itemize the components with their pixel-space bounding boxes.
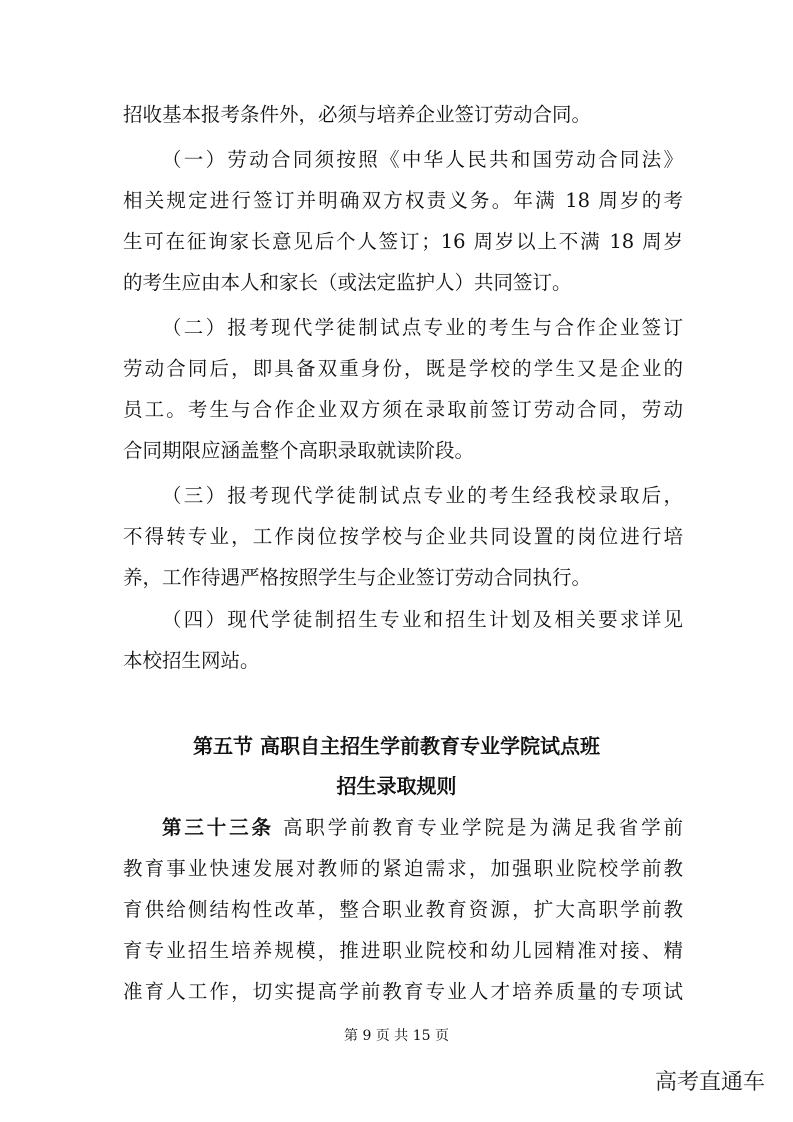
text-line: （二）报考现代学徒制试点专业的考生与合作企业签订 (162, 316, 683, 339)
section-heading-subtitle: 招生录取规则 (336, 774, 457, 798)
text-line: 本校招生网站。 (123, 649, 260, 672)
watermark-text: 高考直通车 (654, 1070, 765, 1095)
text-line: （四）现代学徒制招生专业和招生计划及相关要求详见 (162, 608, 683, 631)
text-line: 相关规定进行签订并明确双方权责义务。年满 18 周岁的考 (123, 189, 683, 212)
text-line: 的考生应由本人和家长（或法定监护人）共同签订。 (123, 271, 572, 294)
page-footer: 第 9 页 共 15 页 (344, 1028, 449, 1044)
text-line: 育供给侧结构性改革，整合职业教育资源，扩大高职学前教 (123, 898, 683, 921)
text-line: （一）劳动合同须按照《中华人民共和国劳动合同法》 (162, 148, 683, 171)
text-line: 准育人工作，切实提高学前教育专业人才培养质量的专项试 (123, 980, 683, 1003)
article-text: 高职学前教育专业学院是为满足我省学前 (273, 816, 683, 839)
article-number: 第三十三条 (162, 816, 274, 839)
text-line: 不得转专业，工作岗位按学校与企业共同设置的岗位进行培 (123, 525, 683, 548)
text-line: 育专业招生培养规模，推进职业院校和幼儿园精准对接、精 (123, 939, 683, 962)
text-line: 生可在征询家长意见后个人签订；16 周岁以上不满 18 周岁 (123, 230, 683, 253)
article-first-line (162, 813, 683, 843)
text-line: 养，工作待遇严格按照学生与企业签订劳动合同执行。 (123, 566, 592, 589)
text-line: 员工。考生与合作企业双方须在录取前签订劳动合同，劳动 (123, 398, 683, 421)
text-line: 劳动合同后，即具备双重身份，既是学校的学生又是企业的 (123, 357, 683, 380)
section-heading: 第五节 高职自主招生学前教育专业学院试点班 (193, 734, 600, 758)
text-line: 合同期限应涵盖整个高职录取就读阶段。 (123, 439, 475, 462)
text-line: 教育事业快速发展对教师的紧迫需求，加强职业院校学前教 (123, 857, 683, 880)
text-line: 招收基本报考条件外，必须与培养企业签订劳动合同。 (123, 103, 592, 126)
text-line: （三）报考现代学徒制试点专业的考生经我校录取后， (162, 484, 683, 507)
